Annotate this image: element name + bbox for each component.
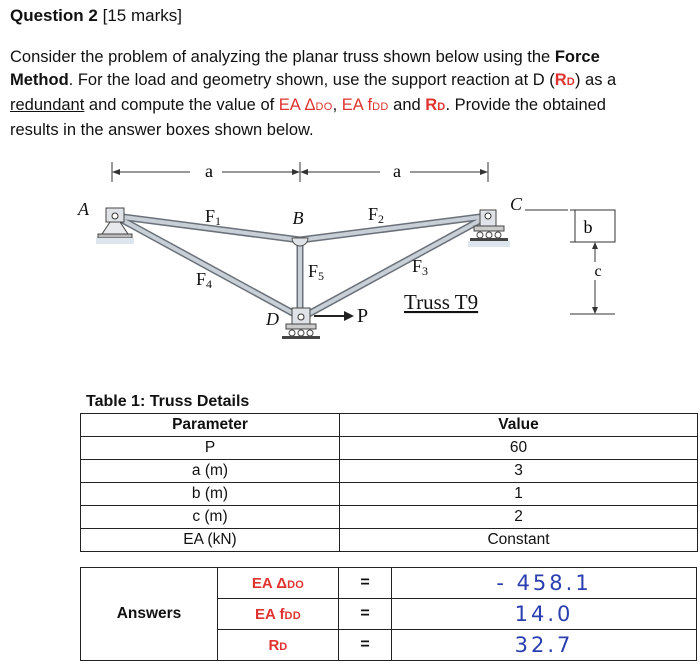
intro-text-6: results in the answer boxes shown below.: [10, 121, 314, 139]
value-cell: 1: [340, 483, 698, 506]
node-label-c: C: [510, 194, 523, 214]
equals-sign: =: [339, 630, 392, 661]
intro-text-2: . For the load and geometry shown, use the support reaction at D (: [68, 71, 555, 89]
answers-label: Answers: [81, 568, 218, 661]
dimension-a-left: a: [205, 161, 213, 181]
member-label-f4: F4: [196, 269, 213, 291]
question-heading: [10, 6, 182, 26]
answer-input-ea-f[interactable]: 14.0: [392, 599, 697, 630]
value-cell: 3: [340, 460, 698, 483]
param-cell: a (m): [81, 460, 340, 483]
question-marks: [15 marks]: [102, 6, 182, 25]
answer-label-ea-f: EA fDD: [218, 599, 339, 630]
load-label-p: P: [357, 305, 369, 327]
header-value: Value: [340, 414, 698, 437]
node-label-a: A: [78, 199, 89, 219]
dimension-b: b: [583, 217, 593, 237]
answer-input-ea-delta[interactable]: - 458.1: [392, 568, 697, 599]
answer-row: [81, 568, 697, 599]
ea-f-symbol: EA fDD: [341, 96, 389, 114]
force-keyword: Force: [554, 48, 600, 66]
dimension-a-right: a: [393, 161, 401, 181]
node-label-b: B: [292, 208, 304, 228]
table-row: [81, 529, 698, 552]
truss-details-table: [80, 413, 698, 552]
figure-caption: Truss T9: [404, 290, 479, 314]
rd-symbol-2: RD: [425, 96, 446, 114]
intro-text-4: and compute the value of: [84, 96, 279, 114]
method-keyword: Method: [10, 71, 69, 89]
value-cell: 60: [340, 437, 698, 460]
param-cell: EA (kN): [81, 529, 340, 552]
value-cell: 2: [340, 506, 698, 529]
intro-text-5: . Provide the obtained: [445, 96, 606, 114]
node-b-gusset: [292, 238, 308, 246]
header-parameter: Parameter: [81, 414, 340, 437]
param-cell: P: [81, 437, 340, 460]
table-row: [81, 483, 698, 506]
table-caption: Table 1: Truss Details: [86, 393, 250, 410]
dimension-c: c: [594, 263, 602, 280]
param-cell: c (m): [81, 506, 340, 529]
table-row: [81, 506, 698, 529]
answer-label-ea-delta: EA ΔDO: [218, 568, 339, 599]
question-text: Consider the problem of analyzing the planar truss shown below using the Force Method. For the load and geometry shown, use the support reaction at D (RD) as a redundant and compute the value of EA ΔDO, EA fDD and RD. Provide the obtained results in the answer boxes shown below.: [10, 48, 617, 139]
truss-figure: [70, 152, 630, 352]
dimension-lines: [112, 162, 615, 314]
member-label-f3: F3: [412, 256, 429, 278]
question-number: Question 2: [10, 6, 98, 25]
equals-sign: =: [339, 599, 392, 630]
member-label-f5: F5: [308, 261, 325, 283]
param-cell: b (m): [81, 483, 340, 506]
member-label-f2: F2: [368, 204, 385, 226]
intro-text-3: ) as a: [574, 71, 617, 89]
equals-sign: =: [339, 568, 392, 599]
answer-input-rd[interactable]: 32.7: [392, 630, 697, 661]
table-row: [81, 460, 698, 483]
table-header-row: [81, 414, 698, 437]
answer-label-rd: RD: [218, 630, 339, 661]
intro-text: Consider the problem of analyzing the planar truss shown below using the: [10, 48, 555, 66]
rd-symbol: RD: [554, 71, 575, 89]
redundant-word: redundant: [10, 96, 85, 114]
dimension-b-box: [575, 210, 615, 242]
load-arrow-head: [344, 311, 354, 321]
node-label-d: D: [266, 309, 279, 329]
table-row: [81, 437, 698, 460]
value-cell: Constant: [340, 529, 698, 552]
member-label-f1: F1: [205, 206, 222, 228]
answers-table: [80, 567, 697, 661]
ea-delta-symbol: EA ΔDO: [278, 96, 333, 114]
